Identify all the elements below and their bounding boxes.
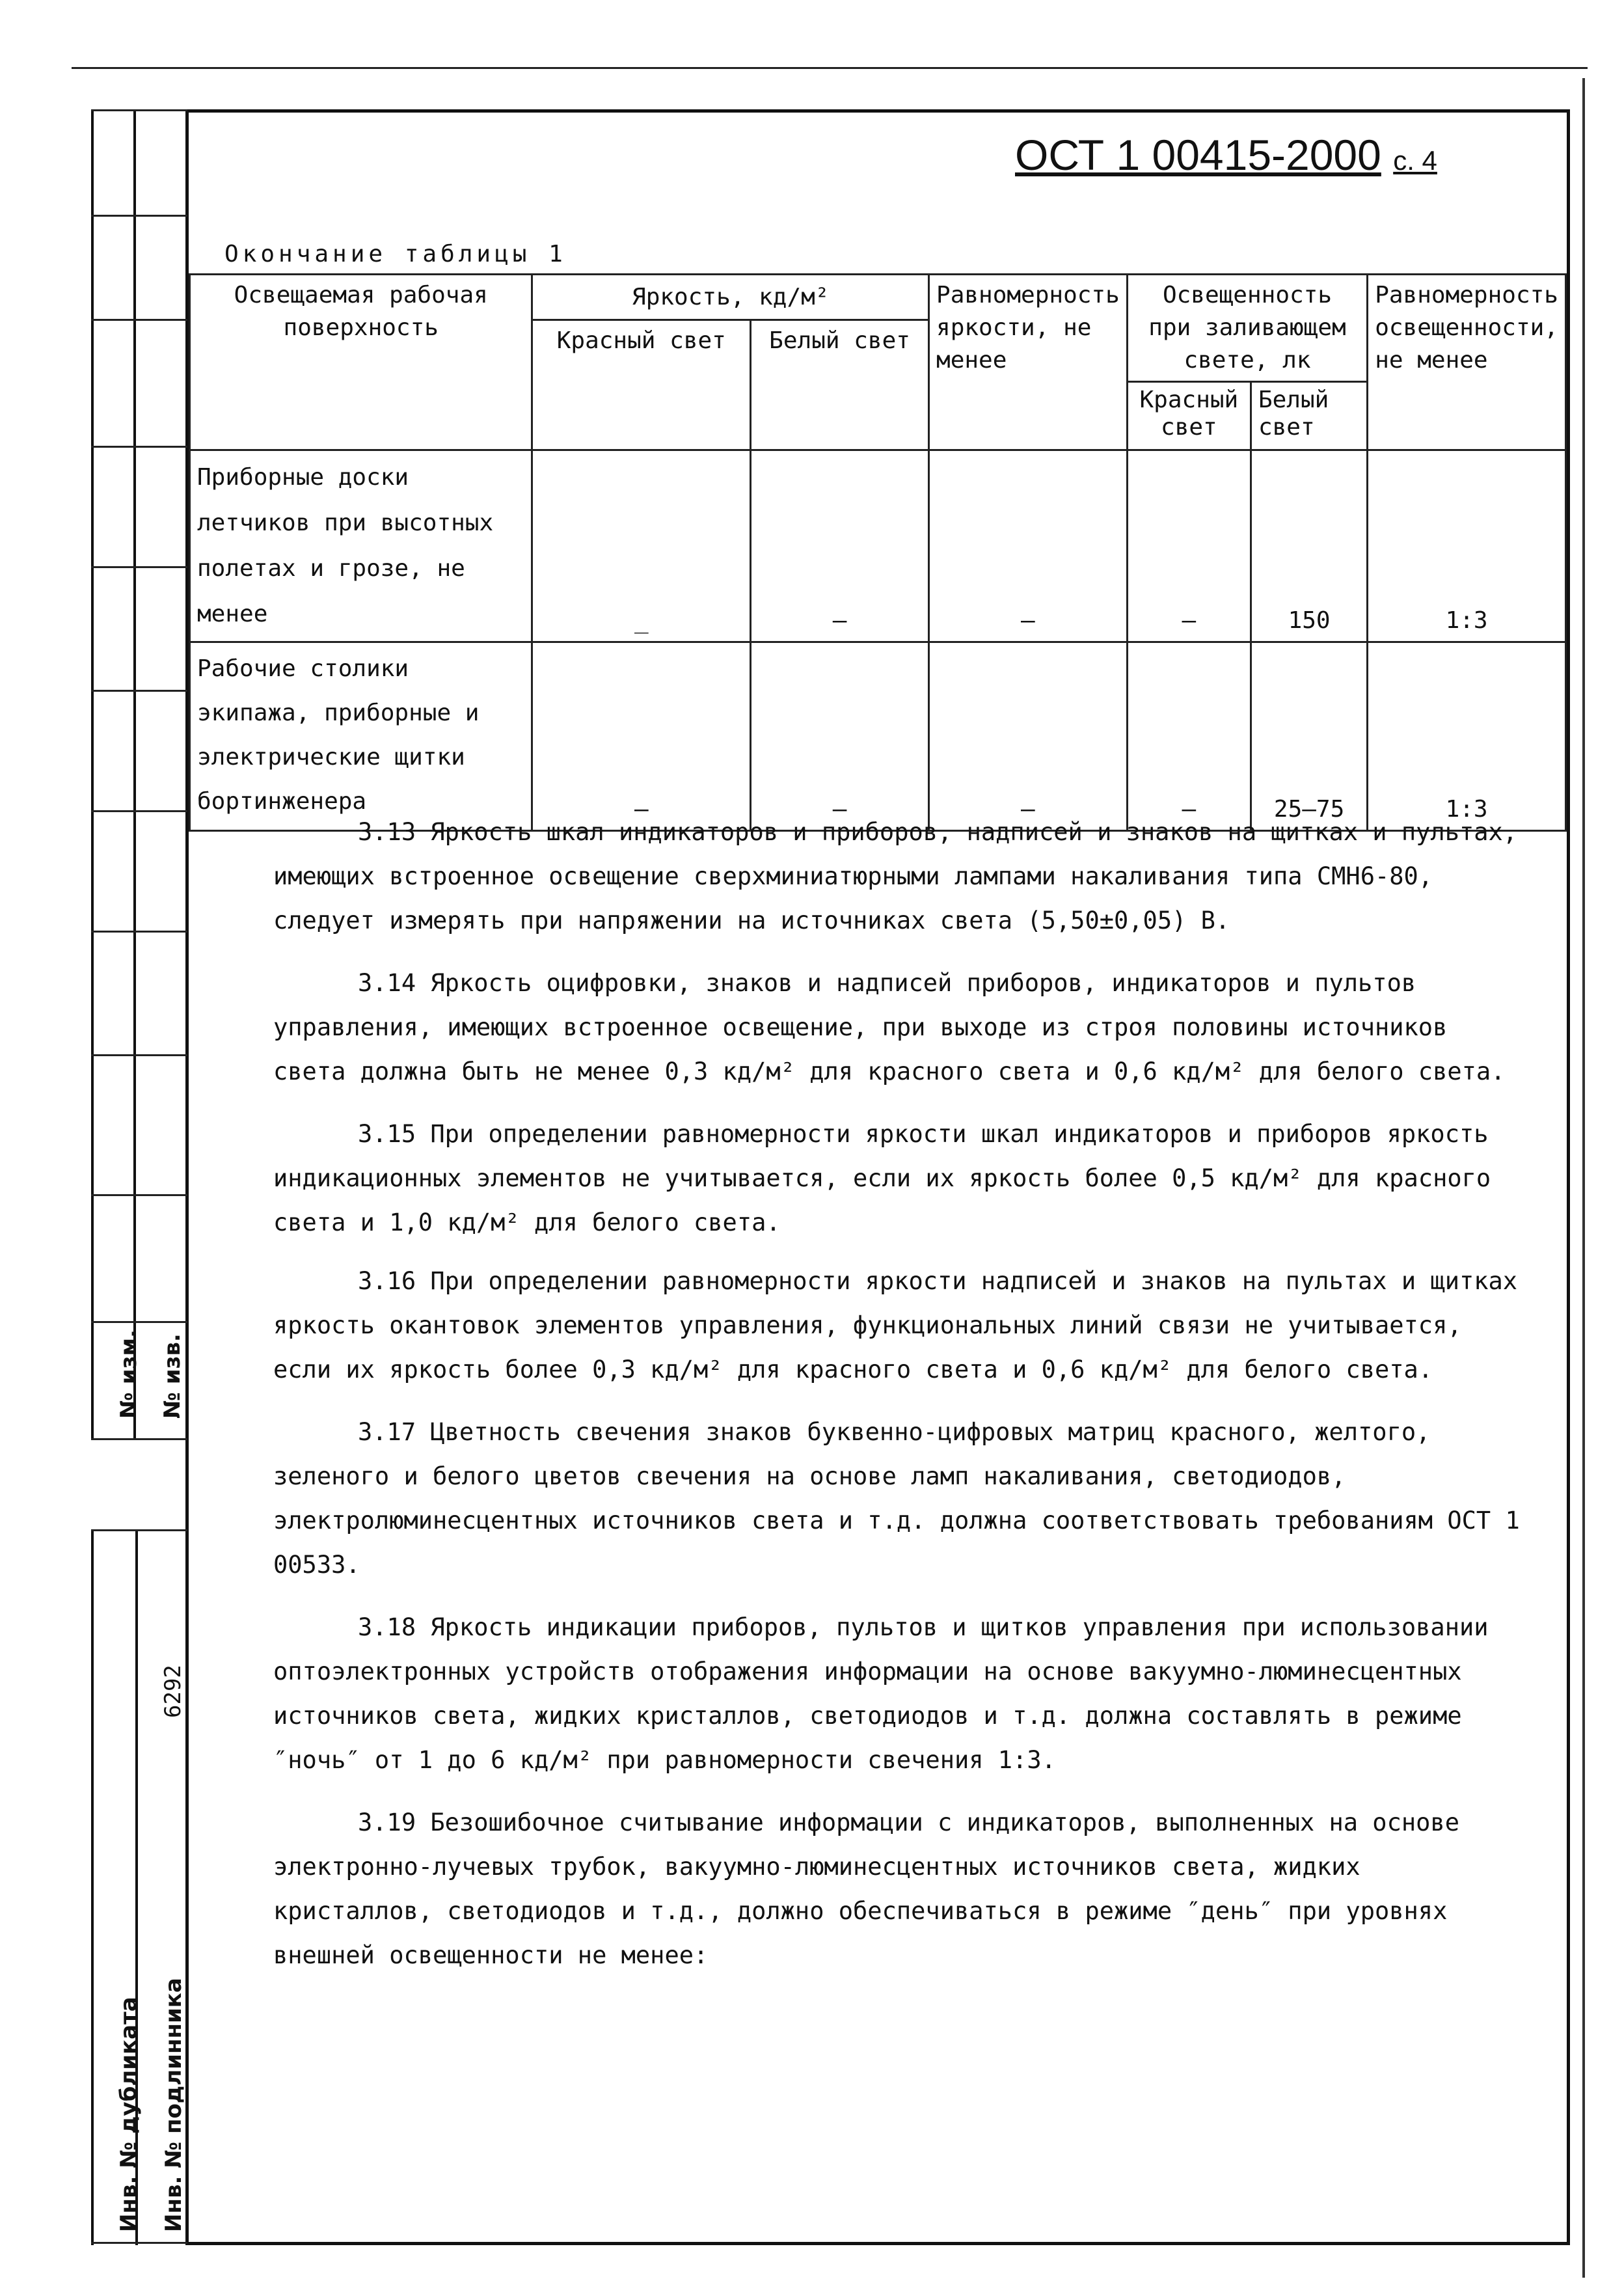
- stamp-tick: [91, 1321, 187, 1323]
- header-brightness-uniformity: Равномерность яркости, не менее: [929, 275, 1128, 450]
- stamp-tick: [91, 810, 187, 812]
- paragraph-3-15: 3.15 При определении равномерности яркости шкал индикаторов и приборов яркость индикационных элементов не учитывается, если их яркость более 0,5 кд/м² для красного света и 1,0 кд/м² для белого света.: [273, 1120, 1491, 1236]
- body-text: [273, 810, 1529, 1978]
- stamp-tick: [91, 566, 187, 568]
- row-2-illum-white: 25–75: [1251, 642, 1367, 831]
- header-red-light: Красный свет: [532, 320, 751, 450]
- header-surface: Освещаемая рабочая поверхность: [190, 275, 532, 450]
- row-1-illum-uniformity: 1:3: [1368, 450, 1566, 642]
- header-illuminance: Освещенность при заливающем свете, лк: [1127, 275, 1367, 382]
- document-header: [1015, 130, 1437, 180]
- stamp-inventory-number: 6292: [160, 1665, 186, 1718]
- lighting-table: [189, 273, 1567, 832]
- row-2-uniformity: –: [929, 642, 1128, 831]
- paragraph-3-18: 3.18 Яркость индикации приборов, пультов и щитков управления при использовании оптоэлектронных устройств отображения информации на основе вакуумно-люминесцентных источников света, жидких кристаллов, светодиодов и т.д. должна составлять в режиме ″ночь″ от 1 до 6 кд/м² при равномерности свечения 1:3.: [273, 1613, 1489, 1774]
- stamp-original-inventory: Инв. № подлинника: [161, 1978, 187, 2232]
- paragraph-3-19: 3.19 Безошибочное считывание информации с индикаторов, выполненных на основе электронно-лучевых трубок, вакуумно-люминесцентных источников света, жидких кристаллов, светодиодов и т.д., должно обеспечиваться в режиме ″день″ при уровнях внешней освещенности не менее:: [273, 1808, 1459, 1969]
- header-brightness: Яркость, кд/м²: [532, 275, 929, 320]
- left-stamp-line: [133, 109, 136, 1440]
- stamp-tick: [91, 215, 187, 217]
- stamp-duplicate-inventory: Инв. № дубликата: [116, 1997, 142, 2232]
- stamp-notice-number: № изв.: [159, 1333, 185, 1419]
- header-illum-red: Красный свет: [1127, 382, 1251, 450]
- stamp-tick: [91, 931, 187, 933]
- row-1-illum-white: 150: [1251, 450, 1367, 642]
- header-illuminance-uniformity: Равномерность освещенности, не менее: [1368, 275, 1566, 450]
- left-stamp-line: [91, 1529, 94, 2245]
- row-1-white: –: [751, 450, 929, 642]
- header-white-light: Белый свет: [751, 320, 929, 450]
- row-1-uniformity: –: [929, 450, 1128, 642]
- paragraph-3-13: 3.13 Яркость шкал индикаторов и приборов, надписей и знаков на щитках и пультах, имеющих встроенное освещение сверхминиатюрными лампами накаливания типа СМН6-80, следует измерять при напряжении на источниках света (5,50±0,05) В.: [273, 818, 1518, 935]
- stamp-tick: [91, 1054, 187, 1056]
- paragraph-3-16: 3.16 При определении равномерности яркости надписей и знаков на пультах и щитках яркость окантовок элементов управления, функциональных линий связи не учитывается, если их яркость более 0,3 кд/м² для красного света и 0,6 кд/м² для белого света.: [273, 1267, 1518, 1384]
- row-1-surface: Приборные доски летчиков при высотных полетах и грозе, не менее: [190, 450, 532, 642]
- row-2-red: –: [532, 642, 751, 831]
- table-caption: Окончание таблицы 1: [224, 241, 567, 267]
- stamp-tick: [91, 446, 187, 448]
- stamp-tick: [91, 319, 187, 321]
- page-number: с. 4: [1393, 145, 1437, 176]
- stamp-change-number: № изм.: [116, 1329, 142, 1419]
- row-2-illum-uniformity: 1:3: [1368, 642, 1566, 831]
- row-2-white: –: [751, 642, 929, 831]
- right-rule: [1582, 78, 1585, 2278]
- header-illum-white: Белый свет: [1251, 382, 1367, 450]
- stamp-tick: [91, 690, 187, 692]
- top-rule: [72, 67, 1588, 69]
- stamp-tick: [91, 109, 187, 111]
- row-1-illum-red: –: [1127, 450, 1251, 642]
- stamp-tick: [91, 1438, 187, 1440]
- paragraph-3-14: 3.14 Яркость оцифровки, знаков и надписей приборов, индикаторов и пультов управления, имеющих встроенное освещение, при выходе из строя половины источников света должна быть не менее 0,3 кд/м² для красного света и 0,6 кд/м² для белого света.: [273, 969, 1506, 1085]
- row-2-surface: Рабочие столики экипажа, приборные и электрические щитки бортинженера: [190, 642, 532, 831]
- row-2-illum-red: –: [1127, 642, 1251, 831]
- document-code: ОСТ 1 00415-2000: [1015, 131, 1381, 179]
- stamp-tick: [91, 2242, 187, 2244]
- stamp-tick: [91, 1529, 187, 1531]
- stamp-tick: [91, 1194, 187, 1196]
- left-stamp-line: [91, 109, 94, 1440]
- row-1-red: _: [532, 450, 751, 642]
- paragraph-3-17: 3.17 Цветность свечения знаков буквенно-цифровых матриц красного, желтого, зеленого и белого цветов свечения на основе ламп накаливания, светодиодов, электролюминесцентных источников света и т.д. должна соответствовать требованиям ОСТ 1 00533.: [273, 1418, 1520, 1579]
